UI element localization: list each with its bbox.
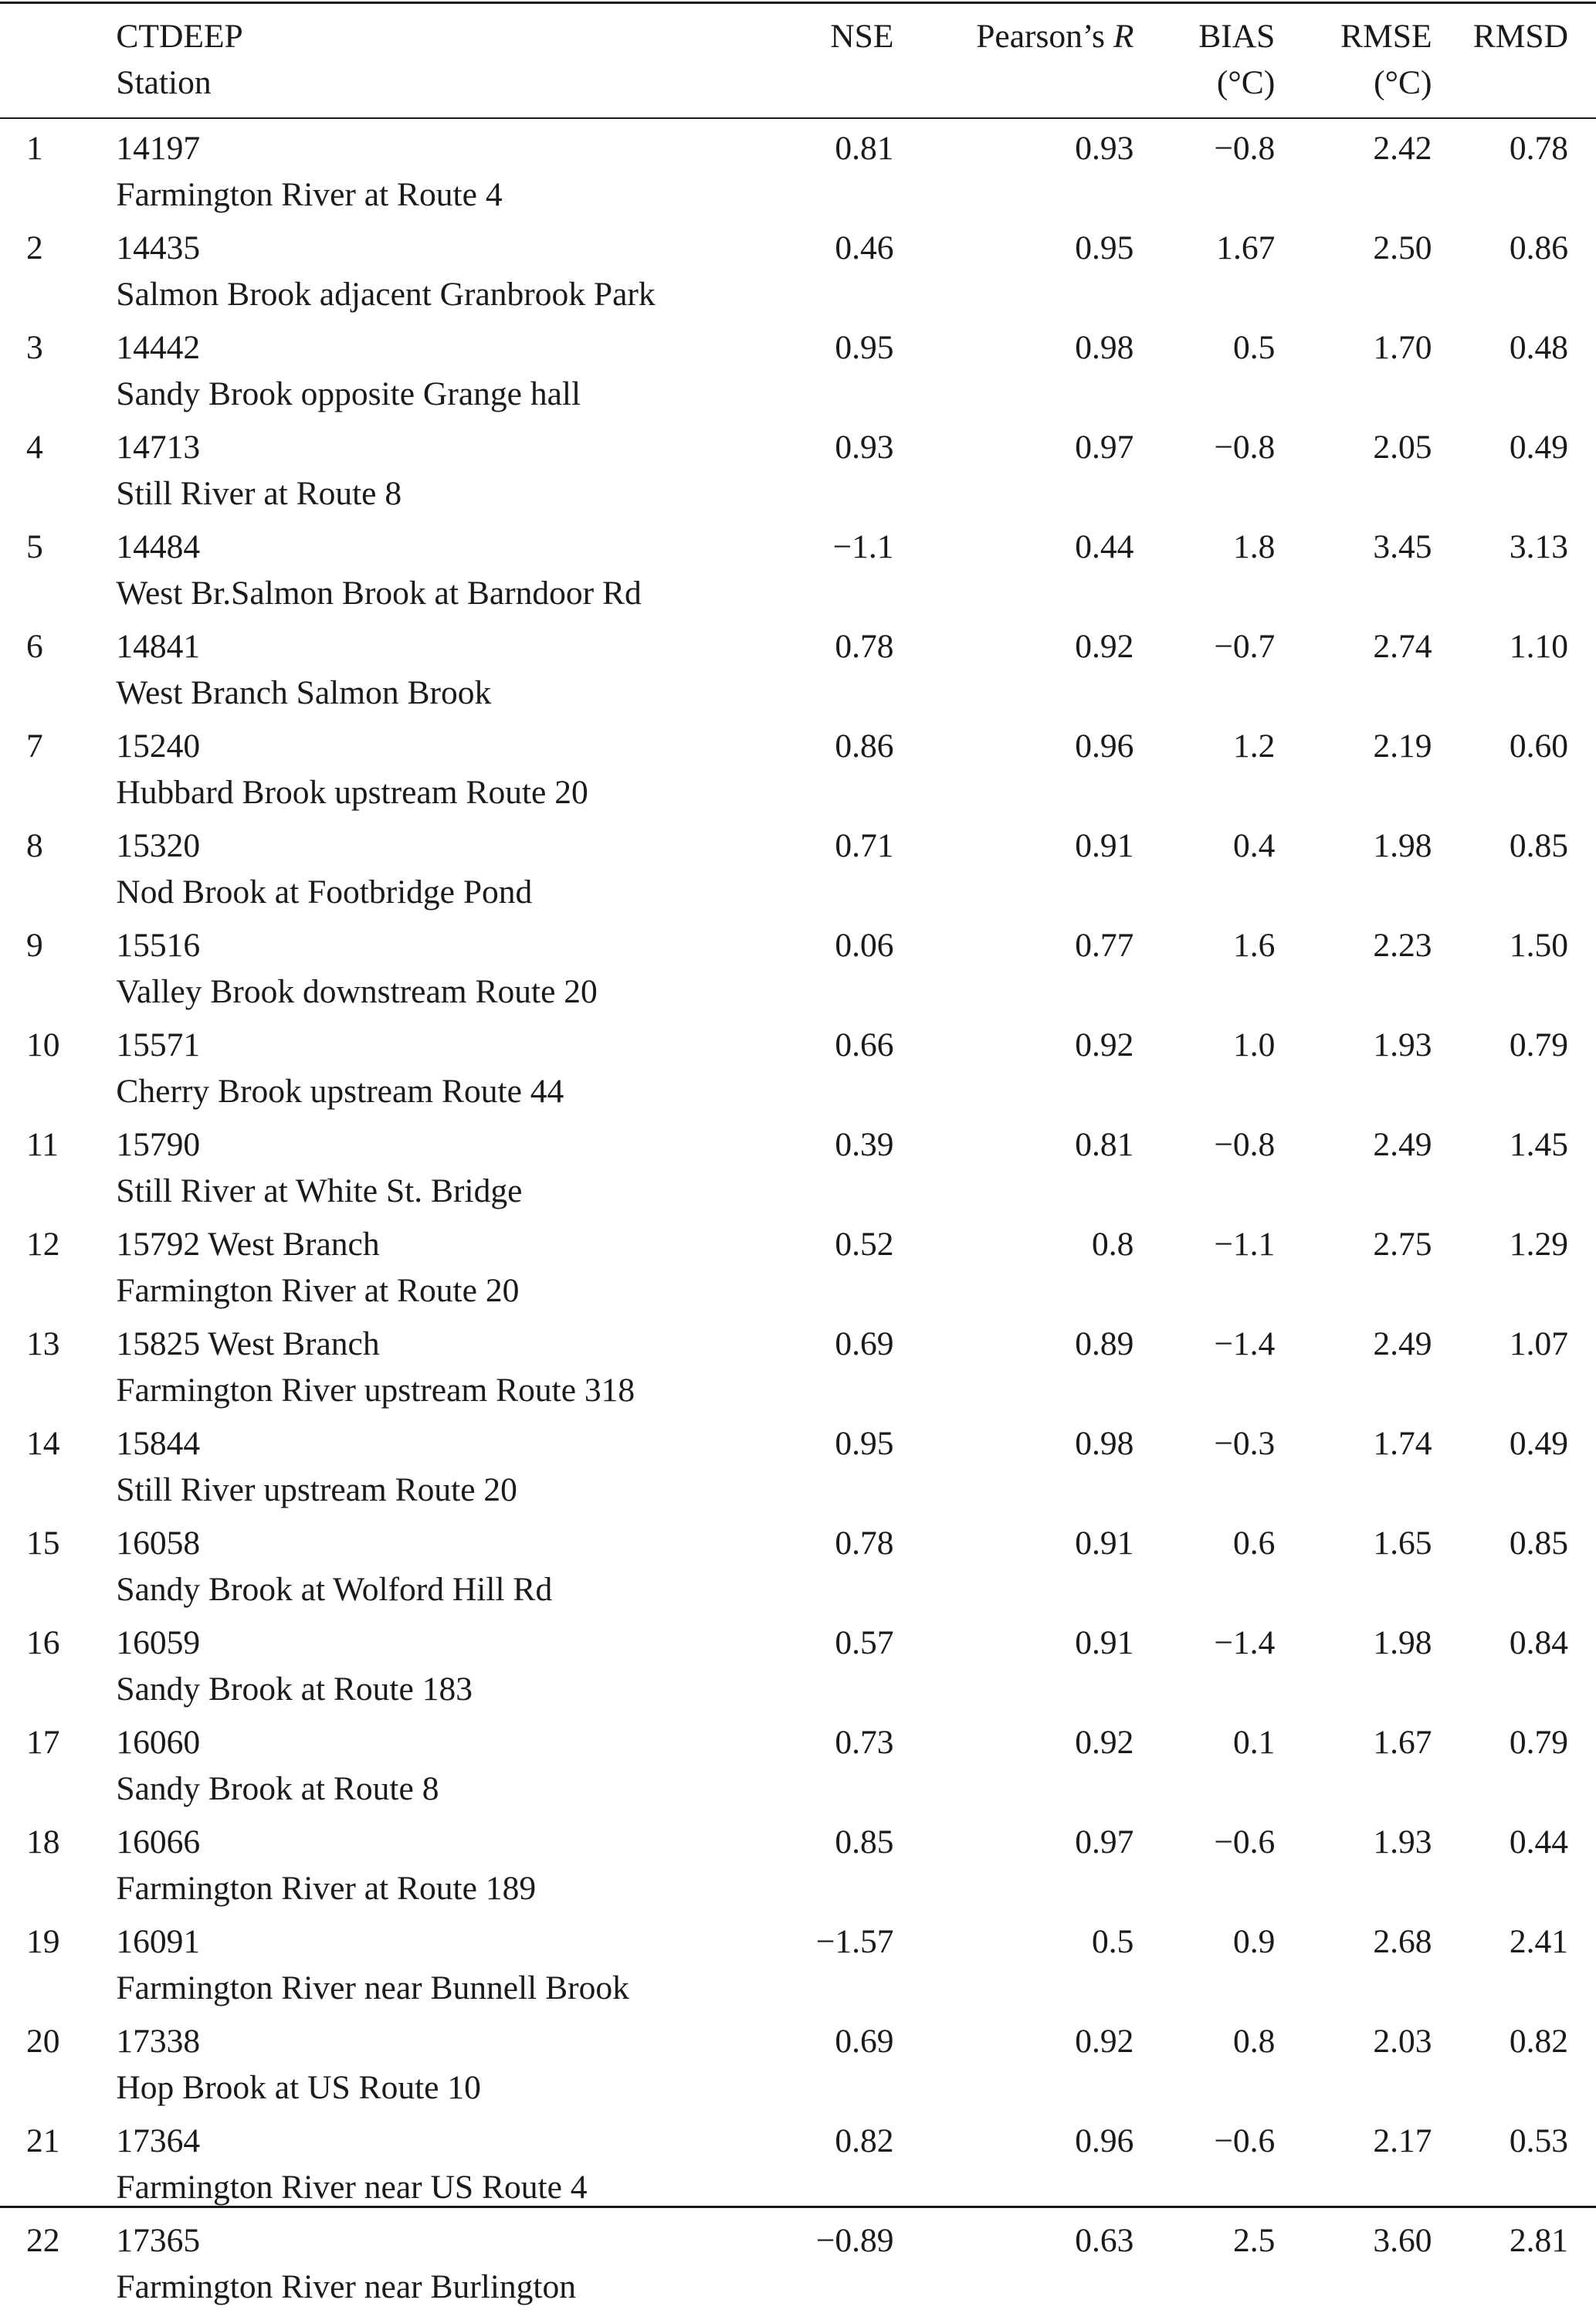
station-name: Farmington River near US Route 4	[116, 2169, 588, 2206]
pearson-r-value: 0.98	[1075, 329, 1134, 366]
station-cell	[116, 1214, 759, 1314]
table-row	[0, 616, 1596, 716]
bias-value: 1.6	[1232, 927, 1276, 964]
pearson-r-value: 0.96	[1075, 728, 1134, 765]
table-row	[0, 1911, 1596, 2011]
nse-value: 0.78	[835, 1525, 894, 1562]
pearson-r-value: 0.44	[1075, 528, 1134, 565]
station-id: 15790	[116, 1126, 201, 1163]
pearson-r-value: 0.96	[1075, 2122, 1134, 2159]
rmsd-value: 0.84	[1509, 1624, 1568, 1661]
bias-value: 0.8	[1232, 2023, 1276, 2060]
station-name: Farmington River at Route 189	[116, 1870, 537, 1907]
station-name: Sandy Brook at Wolford Hill Rd	[116, 1571, 553, 1608]
row-index: 13	[26, 1325, 60, 1362]
rmse-value: 3.45	[1373, 528, 1432, 565]
table-row	[0, 1513, 1596, 1613]
rmsd-value: 0.78	[1509, 130, 1568, 167]
pearson-r-value: 0.89	[1075, 1325, 1134, 1362]
nse-value: 0.52	[835, 1226, 894, 1263]
station-metrics-table	[0, 4, 1596, 2310]
table-row	[0, 317, 1596, 417]
header-pearson-prefix: Pearson’s	[976, 18, 1113, 55]
station-name: Sandy Brook at Route 8	[116, 1770, 439, 1807]
table-row	[0, 716, 1596, 816]
station-cell	[116, 1812, 759, 1911]
station-cell	[116, 108, 759, 218]
nse-value: 0.69	[835, 1325, 894, 1362]
station-id: 14484	[116, 528, 201, 565]
station-name: Farmington River at Route 20	[116, 1272, 520, 1309]
nse-value: 0.86	[835, 728, 894, 765]
table-row	[0, 1712, 1596, 1812]
nse-value: 0.95	[835, 1425, 894, 1462]
station-cell	[116, 218, 759, 317]
table-row	[0, 1413, 1596, 1513]
rmse-value: 1.74	[1373, 1425, 1432, 1462]
pearson-r-value: 0.92	[1075, 1724, 1134, 1761]
row-index: 22	[26, 2222, 60, 2259]
station-cell	[116, 317, 759, 417]
pearson-r-value: 0.91	[1075, 827, 1134, 864]
bias-value: −0.8	[1214, 429, 1276, 466]
rmse-value: 2.03	[1373, 2023, 1432, 2060]
rmsd-value: 0.85	[1509, 1525, 1568, 1562]
station-id: 15825 West Branch	[116, 1325, 380, 1362]
nse-value: 0.39	[835, 1126, 894, 1163]
station-id: 17364	[116, 2122, 201, 2159]
station-name: Sandy Brook at Route 183	[116, 1671, 473, 1708]
rmsd-value: 0.79	[1509, 1724, 1568, 1761]
nse-value: 0.06	[835, 927, 894, 964]
pearson-r-value: 0.98	[1075, 1425, 1134, 1462]
row-index: 14	[26, 1425, 60, 1462]
station-cell	[116, 1314, 759, 1413]
rmse-value: 1.93	[1373, 1823, 1432, 1861]
bias-value: −0.7	[1214, 628, 1276, 665]
table-row	[0, 1812, 1596, 1911]
pearson-r-value: 0.91	[1075, 1624, 1134, 1661]
nse-value: 0.93	[835, 429, 894, 466]
header-rmse-line2: (°C)	[1374, 64, 1432, 101]
header-pearson-var: R	[1113, 18, 1134, 55]
station-id: 15320	[116, 827, 201, 864]
station-name: Valley Brook downstream Route 20	[116, 973, 598, 1010]
station-id: 16091	[116, 1923, 201, 1960]
rmse-value: 2.19	[1373, 728, 1432, 765]
pearson-r-value: 0.92	[1075, 1026, 1134, 1063]
bias-value: −0.8	[1214, 1126, 1276, 1163]
station-id: 15844	[116, 1425, 201, 1462]
station-id: 16058	[116, 1525, 201, 1562]
station-name: Hubbard Brook upstream Route 20	[116, 774, 588, 811]
station-name: Nod Brook at Footbridge Pond	[116, 873, 533, 911]
station-name: Cherry Brook upstream Route 44	[116, 1073, 564, 1110]
station-id: 16060	[116, 1724, 201, 1761]
row-index: 1	[26, 130, 43, 167]
row-index: 15	[26, 1525, 60, 1562]
station-name: Still River at Route 8	[116, 475, 402, 512]
table-row	[0, 108, 1596, 218]
header-bias-line2: (°C)	[1216, 64, 1276, 101]
station-id: 14442	[116, 329, 201, 366]
nse-value: 0.57	[835, 1624, 894, 1661]
station-cell	[116, 2011, 759, 2111]
rmsd-value: 0.48	[1509, 329, 1568, 366]
station-cell	[116, 616, 759, 716]
nse-value: 0.46	[835, 229, 894, 266]
pearson-r-value: 0.5	[1092, 1923, 1134, 1960]
station-name: Hop Brook at US Route 10	[116, 2069, 481, 2106]
rmse-value: 2.49	[1373, 1126, 1432, 1163]
row-index: 4	[26, 429, 43, 466]
table-row	[0, 816, 1596, 915]
nse-value: −1.57	[815, 1923, 894, 1960]
bias-value: −1.1	[1214, 1226, 1276, 1263]
bias-value: 0.5	[1232, 329, 1276, 366]
nse-value: 0.78	[835, 628, 894, 665]
row-index: 5	[26, 528, 43, 565]
station-cell	[116, 1712, 759, 1812]
station-id: 17365	[116, 2222, 201, 2259]
nse-value: 0.81	[835, 130, 894, 167]
rmse-value: 2.17	[1373, 2122, 1432, 2159]
row-index: 19	[26, 1923, 60, 1960]
rmse-value: 1.93	[1373, 1026, 1432, 1063]
station-name: Farmington River near Bunnell Brook	[116, 1969, 629, 2006]
station-cell	[116, 816, 759, 915]
row-index: 12	[26, 1226, 60, 1263]
header-pearson-r	[893, 4, 1133, 108]
header-station-line1: CTDEEP	[116, 18, 243, 55]
table-body	[0, 108, 1596, 2310]
rmse-value: 1.65	[1373, 1525, 1432, 1562]
rmsd-value: 0.53	[1509, 2122, 1568, 2159]
rmse-value: 2.68	[1373, 1923, 1432, 1960]
bias-value: −0.8	[1214, 130, 1276, 167]
station-id: 14841	[116, 628, 201, 665]
station-id: 17338	[116, 2023, 201, 2060]
rmsd-value: 0.60	[1509, 728, 1568, 765]
rmsd-value: 0.49	[1509, 1425, 1568, 1462]
station-id: 15571	[116, 1026, 201, 1063]
nse-value: −1.1	[832, 528, 894, 565]
nse-value: 0.69	[835, 2023, 894, 2060]
station-name: Salmon Brook adjacent Granbrook Park	[116, 276, 656, 313]
rmsd-value: 0.79	[1509, 1026, 1568, 1063]
row-index: 6	[26, 628, 43, 665]
nse-value: 0.73	[835, 1724, 894, 1761]
table-row	[0, 1613, 1596, 1712]
station-cell	[116, 1613, 759, 1712]
rmse-value: 2.23	[1373, 927, 1432, 964]
bias-value: −1.4	[1214, 1624, 1276, 1661]
pearson-r-value: 0.91	[1075, 1525, 1134, 1562]
pearson-r-value: 0.92	[1075, 2023, 1134, 2060]
table-row	[0, 1015, 1596, 1114]
rmse-value: 2.42	[1373, 130, 1432, 167]
bias-value: −0.3	[1214, 1425, 1276, 1462]
station-id: 15792 West Branch	[116, 1226, 380, 1263]
station-id: 15240	[116, 728, 201, 765]
pearson-r-value: 0.81	[1075, 1126, 1134, 1163]
rmsd-value: 0.82	[1509, 2023, 1568, 2060]
rmsd-value: 2.81	[1509, 2222, 1568, 2259]
row-index: 20	[26, 2023, 60, 2060]
rmsd-value: 0.85	[1509, 827, 1568, 864]
header-bias	[1133, 4, 1275, 108]
station-name: Still River upstream Route 20	[116, 1471, 517, 1508]
rmse-value: 2.74	[1373, 628, 1432, 665]
row-index: 21	[26, 2122, 60, 2159]
rmsd-value: 1.29	[1509, 1226, 1568, 1263]
table-row	[0, 915, 1596, 1015]
header-rmsd: RMSD	[1472, 18, 1568, 55]
table-row	[0, 218, 1596, 317]
rmse-value: 1.98	[1373, 827, 1432, 864]
station-name: Sandy Brook opposite Grange hall	[116, 375, 581, 412]
pearson-r-value: 0.92	[1075, 628, 1134, 665]
table-row	[0, 1314, 1596, 1413]
rmsd-value: 0.49	[1509, 429, 1568, 466]
nse-value: 0.95	[835, 329, 894, 366]
header-nse: NSE	[830, 18, 894, 55]
table-row	[0, 1114, 1596, 1214]
station-cell	[116, 2111, 759, 2210]
row-index: 7	[26, 728, 43, 765]
table-row	[0, 1214, 1596, 1314]
rmse-value: 2.50	[1373, 229, 1432, 266]
row-index: 9	[26, 927, 43, 964]
station-cell	[116, 2210, 759, 2310]
header-row	[0, 4, 1596, 108]
station-cell	[116, 517, 759, 616]
table-row	[0, 2011, 1596, 2111]
nse-value: 0.71	[835, 827, 894, 864]
pearson-r-value: 0.93	[1075, 130, 1134, 167]
station-name: Farmington River at Route 4	[116, 176, 503, 213]
header-index	[0, 4, 116, 108]
bias-value: 2.5	[1232, 2222, 1276, 2259]
rmsd-value: 1.10	[1509, 628, 1568, 665]
row-index: 10	[26, 1026, 60, 1063]
rmsd-value: 1.07	[1509, 1325, 1568, 1362]
header-rmse-line1: RMSE	[1340, 18, 1432, 55]
pearson-r-value: 0.95	[1075, 229, 1134, 266]
bias-value: 1.2	[1232, 728, 1276, 765]
rmse-value: 3.60	[1373, 2222, 1432, 2259]
station-name: Still River at White St. Bridge	[116, 1172, 523, 1209]
station-id: 14435	[116, 229, 201, 266]
bias-value: 0.9	[1232, 1923, 1276, 1960]
table-row	[0, 417, 1596, 517]
station-cell	[116, 915, 759, 1015]
header-bias-line1: BIAS	[1198, 18, 1276, 55]
bias-value: −0.6	[1214, 1823, 1276, 1861]
rmsd-value: 2.41	[1509, 1923, 1568, 1960]
bias-value: 1.67	[1216, 229, 1276, 266]
row-index: 18	[26, 1823, 60, 1861]
station-id: 16059	[116, 1624, 201, 1661]
header-station-line2: Station	[116, 64, 212, 101]
bias-value: 0.6	[1232, 1525, 1276, 1562]
pearson-r-value: 0.77	[1075, 927, 1134, 964]
row-index: 3	[26, 329, 43, 366]
rmsd-value: 3.13	[1509, 528, 1568, 565]
station-name: West Branch Salmon Brook	[116, 674, 492, 711]
pearson-r-value: 0.63	[1075, 2222, 1134, 2259]
station-cell	[116, 417, 759, 517]
bias-value: 1.8	[1232, 528, 1276, 565]
rmse-value: 1.67	[1373, 1724, 1432, 1761]
station-cell	[116, 1413, 759, 1513]
bias-value: −1.4	[1214, 1325, 1276, 1362]
header-station	[116, 4, 759, 108]
station-name: West Br.Salmon Brook at Barndoor Rd	[116, 575, 642, 612]
station-cell	[116, 1114, 759, 1214]
rmse-value: 2.05	[1373, 429, 1432, 466]
station-id: 15516	[116, 927, 201, 964]
bias-value: −0.6	[1214, 2122, 1276, 2159]
pearson-r-value: 0.97	[1075, 1823, 1134, 1861]
rmse-value: 1.70	[1373, 329, 1432, 366]
station-name: Farmington River upstream Route 318	[116, 1372, 635, 1409]
station-id: 14197	[116, 130, 201, 167]
bias-value: 0.4	[1232, 827, 1276, 864]
station-id: 14713	[116, 429, 201, 466]
station-cell	[116, 1015, 759, 1114]
station-cell	[116, 716, 759, 816]
nse-value: 0.66	[835, 1026, 894, 1063]
rmse-value: 2.49	[1373, 1325, 1432, 1362]
row-index: 11	[26, 1126, 59, 1163]
bias-value: 0.1	[1232, 1724, 1276, 1761]
row-index: 16	[26, 1624, 60, 1661]
rmsd-value: 0.86	[1509, 229, 1568, 266]
header-rmse	[1275, 4, 1432, 108]
bias-value: 1.0	[1232, 1026, 1276, 1063]
table-row	[0, 2210, 1596, 2310]
nse-value: 0.82	[835, 2122, 894, 2159]
row-index: 2	[26, 229, 43, 266]
nse-value: 0.85	[835, 1823, 894, 1861]
station-name: Farmington River near Burlington	[116, 2268, 577, 2305]
row-index: 8	[26, 827, 43, 864]
pearson-r-value: 0.8	[1092, 1226, 1134, 1263]
table-row	[0, 2111, 1596, 2210]
station-cell	[116, 1911, 759, 2011]
nse-value: −0.89	[815, 2222, 894, 2259]
station-id: 16066	[116, 1823, 201, 1861]
rmsd-value: 1.45	[1509, 1126, 1568, 1163]
table-row	[0, 517, 1596, 616]
rmse-value: 2.75	[1373, 1226, 1432, 1263]
row-index: 17	[26, 1724, 60, 1761]
rmse-value: 1.98	[1373, 1624, 1432, 1661]
pearson-r-value: 0.97	[1075, 429, 1134, 466]
rmsd-value: 0.44	[1509, 1823, 1568, 1861]
table-header	[0, 4, 1596, 108]
rmsd-value: 1.50	[1509, 927, 1568, 964]
station-cell	[116, 1513, 759, 1613]
